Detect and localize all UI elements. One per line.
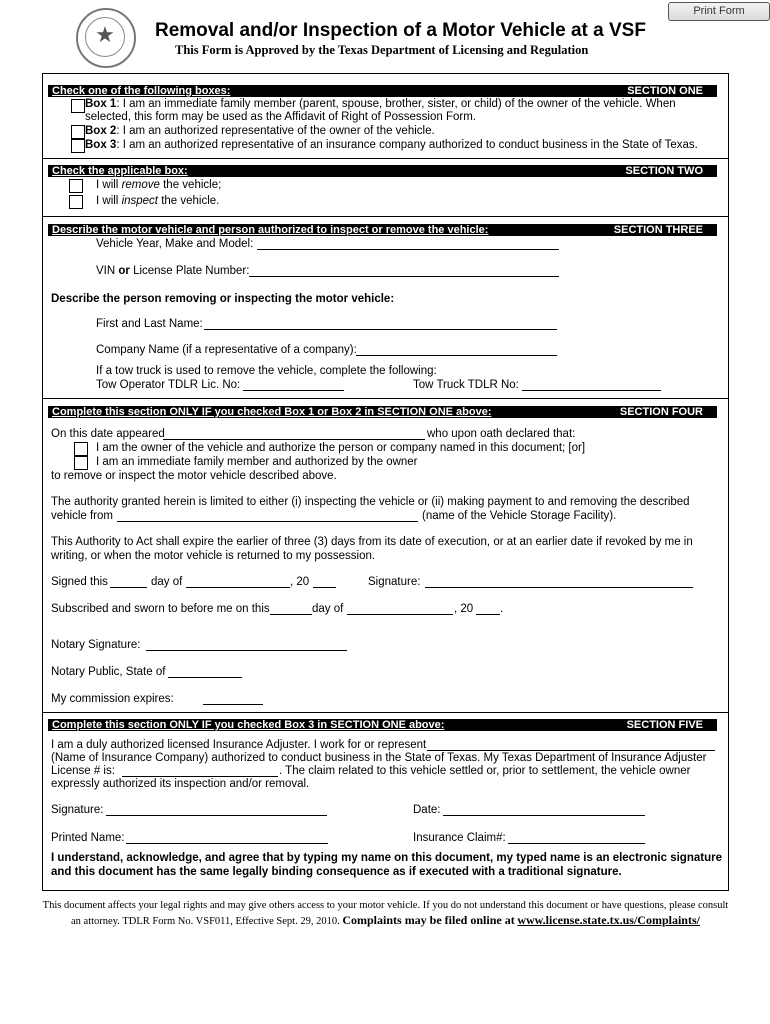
signed-month-field[interactable] [186, 575, 290, 588]
signed-this-label: Signed this [51, 576, 108, 588]
section-five-header: Complete this section ONLY IF you checked Box 3 in SECTION ONE above: SECTION FIVE [48, 719, 717, 731]
adjuster-license-field[interactable] [122, 764, 278, 777]
vin-label: VIN or License Plate Number: [96, 265, 250, 277]
box3-checkbox[interactable] [71, 139, 85, 153]
complaints-link[interactable]: www.license.state.tx.us/Complaints/ [517, 913, 700, 927]
inspect-option: I will inspect the vehicle. [96, 195, 220, 207]
adjuster-signature-field[interactable] [106, 803, 327, 816]
adjuster-text-2: (Name of Insurance Company) authorized to conduct business in the State of Texas. My Texas Department of Insurance Adjuster [51, 752, 707, 764]
signed-year-field[interactable] [313, 575, 336, 588]
sworn-year-field[interactable] [476, 602, 500, 615]
adjuster-signature-label: Signature: [51, 804, 104, 816]
commission-label: My commission expires: [51, 693, 174, 705]
company-label: Company Name (if a representative of a company): [96, 344, 357, 356]
box1-text-cont: selected, this form may be used as the Affidavit of Right of Possession Form. [85, 111, 476, 123]
claim-field[interactable] [508, 831, 645, 844]
date-field[interactable] [443, 803, 645, 816]
sworn-label: Subscribed and sworn to before me on this [51, 603, 270, 615]
signed-year-label: , 20 [290, 576, 310, 588]
texas-state-seal [76, 8, 136, 68]
claim-label: Insurance Claim#: [413, 832, 506, 844]
adjuster-text-4: expressly authorized its inspection and/or removal. [51, 778, 310, 790]
owner-checkbox[interactable] [74, 442, 88, 456]
sworn-dayof-label: day of [312, 603, 344, 615]
signature-field[interactable] [425, 575, 693, 588]
inspect-checkbox[interactable] [69, 195, 83, 209]
sworn-period: . [500, 603, 504, 615]
complaints-text: Complaints may be filed online at [342, 913, 515, 927]
vsf-label: vehicle from [51, 510, 113, 522]
expire-text-cont: writing, or when the motor vehicle is returned to my possession. [51, 550, 376, 562]
box3-text: Box 3: I am an authorized representative of an insurance company authorized to conduct business in the State of Texas. [85, 139, 698, 151]
printed-name-field[interactable] [126, 831, 328, 844]
tow-operator-field[interactable] [243, 378, 344, 391]
vehicle-field[interactable] [257, 237, 559, 250]
person-heading: Describe the person removing or inspecting the motor vehicle: [51, 293, 395, 305]
notary-state-label: Notary Public, State of [51, 666, 166, 678]
esign-text-2: and this document has the same legally binding consequence as if executed with a traditional signature. [51, 866, 622, 878]
appeared-label: On this date appeared [51, 428, 165, 440]
vehicle-label: Vehicle Year, Make and Model: [96, 238, 254, 250]
section-two-header: Check the applicable box: SECTION TWO [48, 165, 717, 177]
family-option: I am an immediate family member and authorized by the owner [96, 456, 418, 468]
printed-name-label: Printed Name: [51, 832, 125, 844]
tow-truck-label: Tow Truck TDLR No: [413, 379, 519, 391]
footer-line-2: an attorney. TDLR Form No. VSF011, Effective Sept. 29, 2010. [71, 916, 340, 927]
tow-operator-label: Tow Operator TDLR Lic. No: [96, 379, 241, 391]
sworn-month-field[interactable] [347, 602, 453, 615]
footer-line-1: This document affects your legal rights and may give others access to your motor vehicle. If you do not understand this document or have questions, please consult [42, 900, 729, 911]
esign-text: I understand, acknowledge, and agree that by typing my name on this document, my typed name is an electronic signature [51, 852, 722, 864]
form-subtitle: This Form is Approved by the Texas Department of Licensing and Regulation [175, 43, 589, 57]
appeared-name-field[interactable] [163, 427, 425, 440]
box2-checkbox[interactable] [71, 125, 85, 139]
signed-day-field[interactable] [110, 575, 147, 588]
license-label: License # is: [51, 765, 115, 777]
oath-label: who upon oath declared that: [427, 428, 576, 440]
signed-dayof-label: day of [151, 576, 183, 588]
tow-note: If a tow truck is used to remove the vehicle, complete the following: [96, 365, 437, 377]
footer [42, 899, 729, 929]
commission-field[interactable] [203, 692, 263, 705]
authority-text: The authority granted herein is limited to either (i) inspecting the vehicle or (ii) making payment to and removing the described [51, 496, 690, 508]
box2-text: Box 2: I am an authorized representative of the owner of the vehicle. [85, 125, 435, 137]
box1-text: Box 1: I am an immediate family member (parent, spouse, brother, sister, or child) of the owner of the vehicle. When [85, 98, 676, 110]
notary-state-field[interactable] [168, 665, 242, 678]
adjuster-text-3: . The claim related to this vehicle settled or, prior to settlement, the vehicle owner [279, 765, 691, 777]
vin-field[interactable] [249, 264, 559, 277]
notary-signature-field[interactable] [146, 638, 347, 651]
name-label: First and Last Name: [96, 318, 203, 330]
date-label: Date: [413, 804, 441, 816]
remove-checkbox[interactable] [69, 179, 83, 193]
section-divider [42, 712, 729, 713]
star-icon: ★ [95, 23, 115, 48]
section-four-header: Complete this section ONLY IF you checked Box 1 or Box 2 in SECTION ONE above: SECTION FOUR [48, 406, 717, 418]
name-field[interactable] [204, 317, 557, 330]
vsf-note: (name of the Vehicle Storage Facility). [422, 510, 617, 522]
vsf-name-field[interactable] [117, 509, 418, 522]
form-title: Removal and/or Inspection of a Motor Vehicle at a VSF [155, 20, 646, 41]
company-field[interactable] [356, 343, 557, 356]
family-checkbox[interactable] [74, 456, 88, 470]
box1-checkbox[interactable] [71, 99, 85, 113]
owner-option: I am the owner of the vehicle and authorize the person or company named in this document; [or] [96, 442, 586, 454]
sworn-year-label: , 20 [454, 603, 474, 615]
insurance-company-field[interactable] [427, 738, 715, 751]
adjuster-text: I am a duly authorized licensed Insurance Adjuster. I work for or represent [51, 739, 427, 751]
family-option-cont: to remove or inspect the motor vehicle described above. [51, 470, 337, 482]
section-divider [42, 216, 729, 217]
expire-text: This Authority to Act shall expire the earlier of three (3) days from its date of execution, or at an earlier date if revoked by me in [51, 536, 693, 548]
section-one-header: Check one of the following boxes: SECTION ONE [48, 85, 717, 97]
section-three-header: Describe the motor vehicle and person authorized to inspect or remove the vehicle: SECTION THREE [48, 224, 717, 236]
notary-signature-label: Notary Signature: [51, 639, 141, 651]
print-form-button[interactable]: Print Form [668, 2, 770, 21]
sworn-day-field[interactable] [270, 602, 312, 615]
section-divider [42, 158, 729, 159]
remove-option: I will remove the vehicle; [96, 179, 222, 191]
section-divider [42, 398, 729, 399]
tow-truck-field[interactable] [522, 378, 661, 391]
signature-label: Signature: [368, 576, 421, 588]
